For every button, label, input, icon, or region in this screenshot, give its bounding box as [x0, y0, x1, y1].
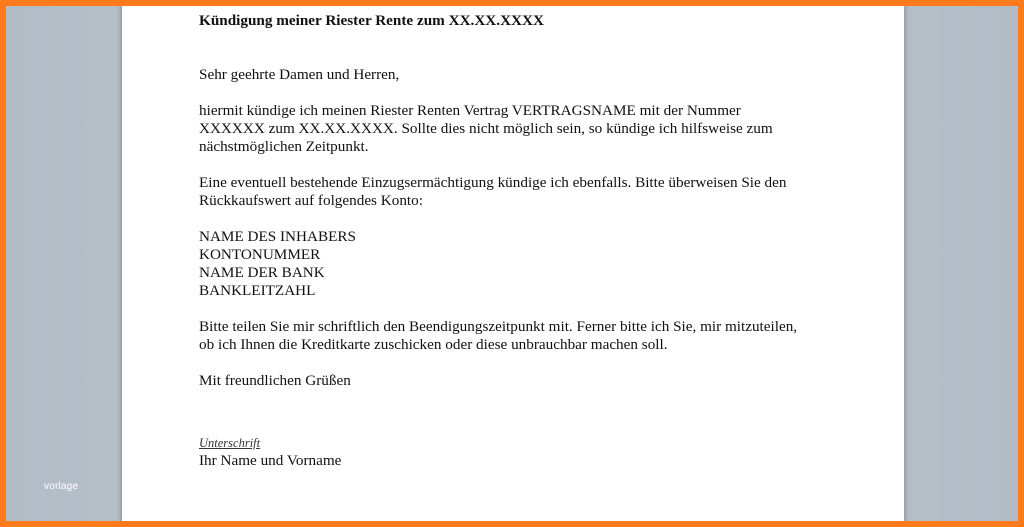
closing: [199, 372, 351, 390]
paragraph-line: XXXXXX zum XX.XX.XXXX. Sollte dies nicht möglich sein, so kündige ich hilfsweise zum: [199, 120, 773, 137]
paragraph-line: ob ich Ihnen die Kreditkarte zuschicken oder diese unbrauchbar machen soll.: [199, 336, 668, 353]
paragraph-line: hiermit kündige ich meinen Riester Renten Vertrag VERTRAGSNAME mit der Nummer: [199, 102, 741, 119]
paragraph-confirmation: [199, 318, 819, 354]
paragraph-line: Eine eventuell bestehende Einzugsermächtigung kündige ich ebenfalls. Bitte überweisen Sie den: [199, 174, 787, 191]
salutation-text: Sehr geehrte Damen und Herren,: [199, 66, 400, 83]
account-details: [199, 228, 356, 300]
bank-name: NAME DER BANK: [199, 264, 325, 281]
paragraph-line: Bitte teilen Sie mir schriftlich den Beendigungszeitpunkt mit. Ferner bitte ich Sie, mir mitzuteilen,: [199, 318, 798, 335]
salutation: [199, 66, 399, 84]
bank-code: BANKLEITZAHL: [199, 282, 316, 299]
signer-name: Ihr Name und Vorname: [199, 452, 342, 469]
paragraph-termination: [199, 102, 819, 156]
closing-text: Mit freundlichen Grüßen: [199, 372, 351, 389]
paragraph-line: Rückkaufswert auf folgendes Konto:: [199, 192, 423, 209]
paragraph-line: nächstmöglichen Zeitpunkt.: [199, 138, 369, 155]
account-number: KONTONUMMER: [199, 246, 321, 263]
signature-label: Unterschrift: [199, 436, 261, 450]
letter-page: [122, 6, 904, 521]
paragraph-direct-debit: [199, 174, 819, 210]
account-holder: NAME DES INHABERS: [199, 228, 356, 245]
document-viewer: [6, 6, 1018, 521]
letter-subject: Kündigung meiner Riester Rente zum XX.XX.XXXX: [199, 12, 544, 29]
watermark-text: vorlage: [44, 481, 79, 492]
